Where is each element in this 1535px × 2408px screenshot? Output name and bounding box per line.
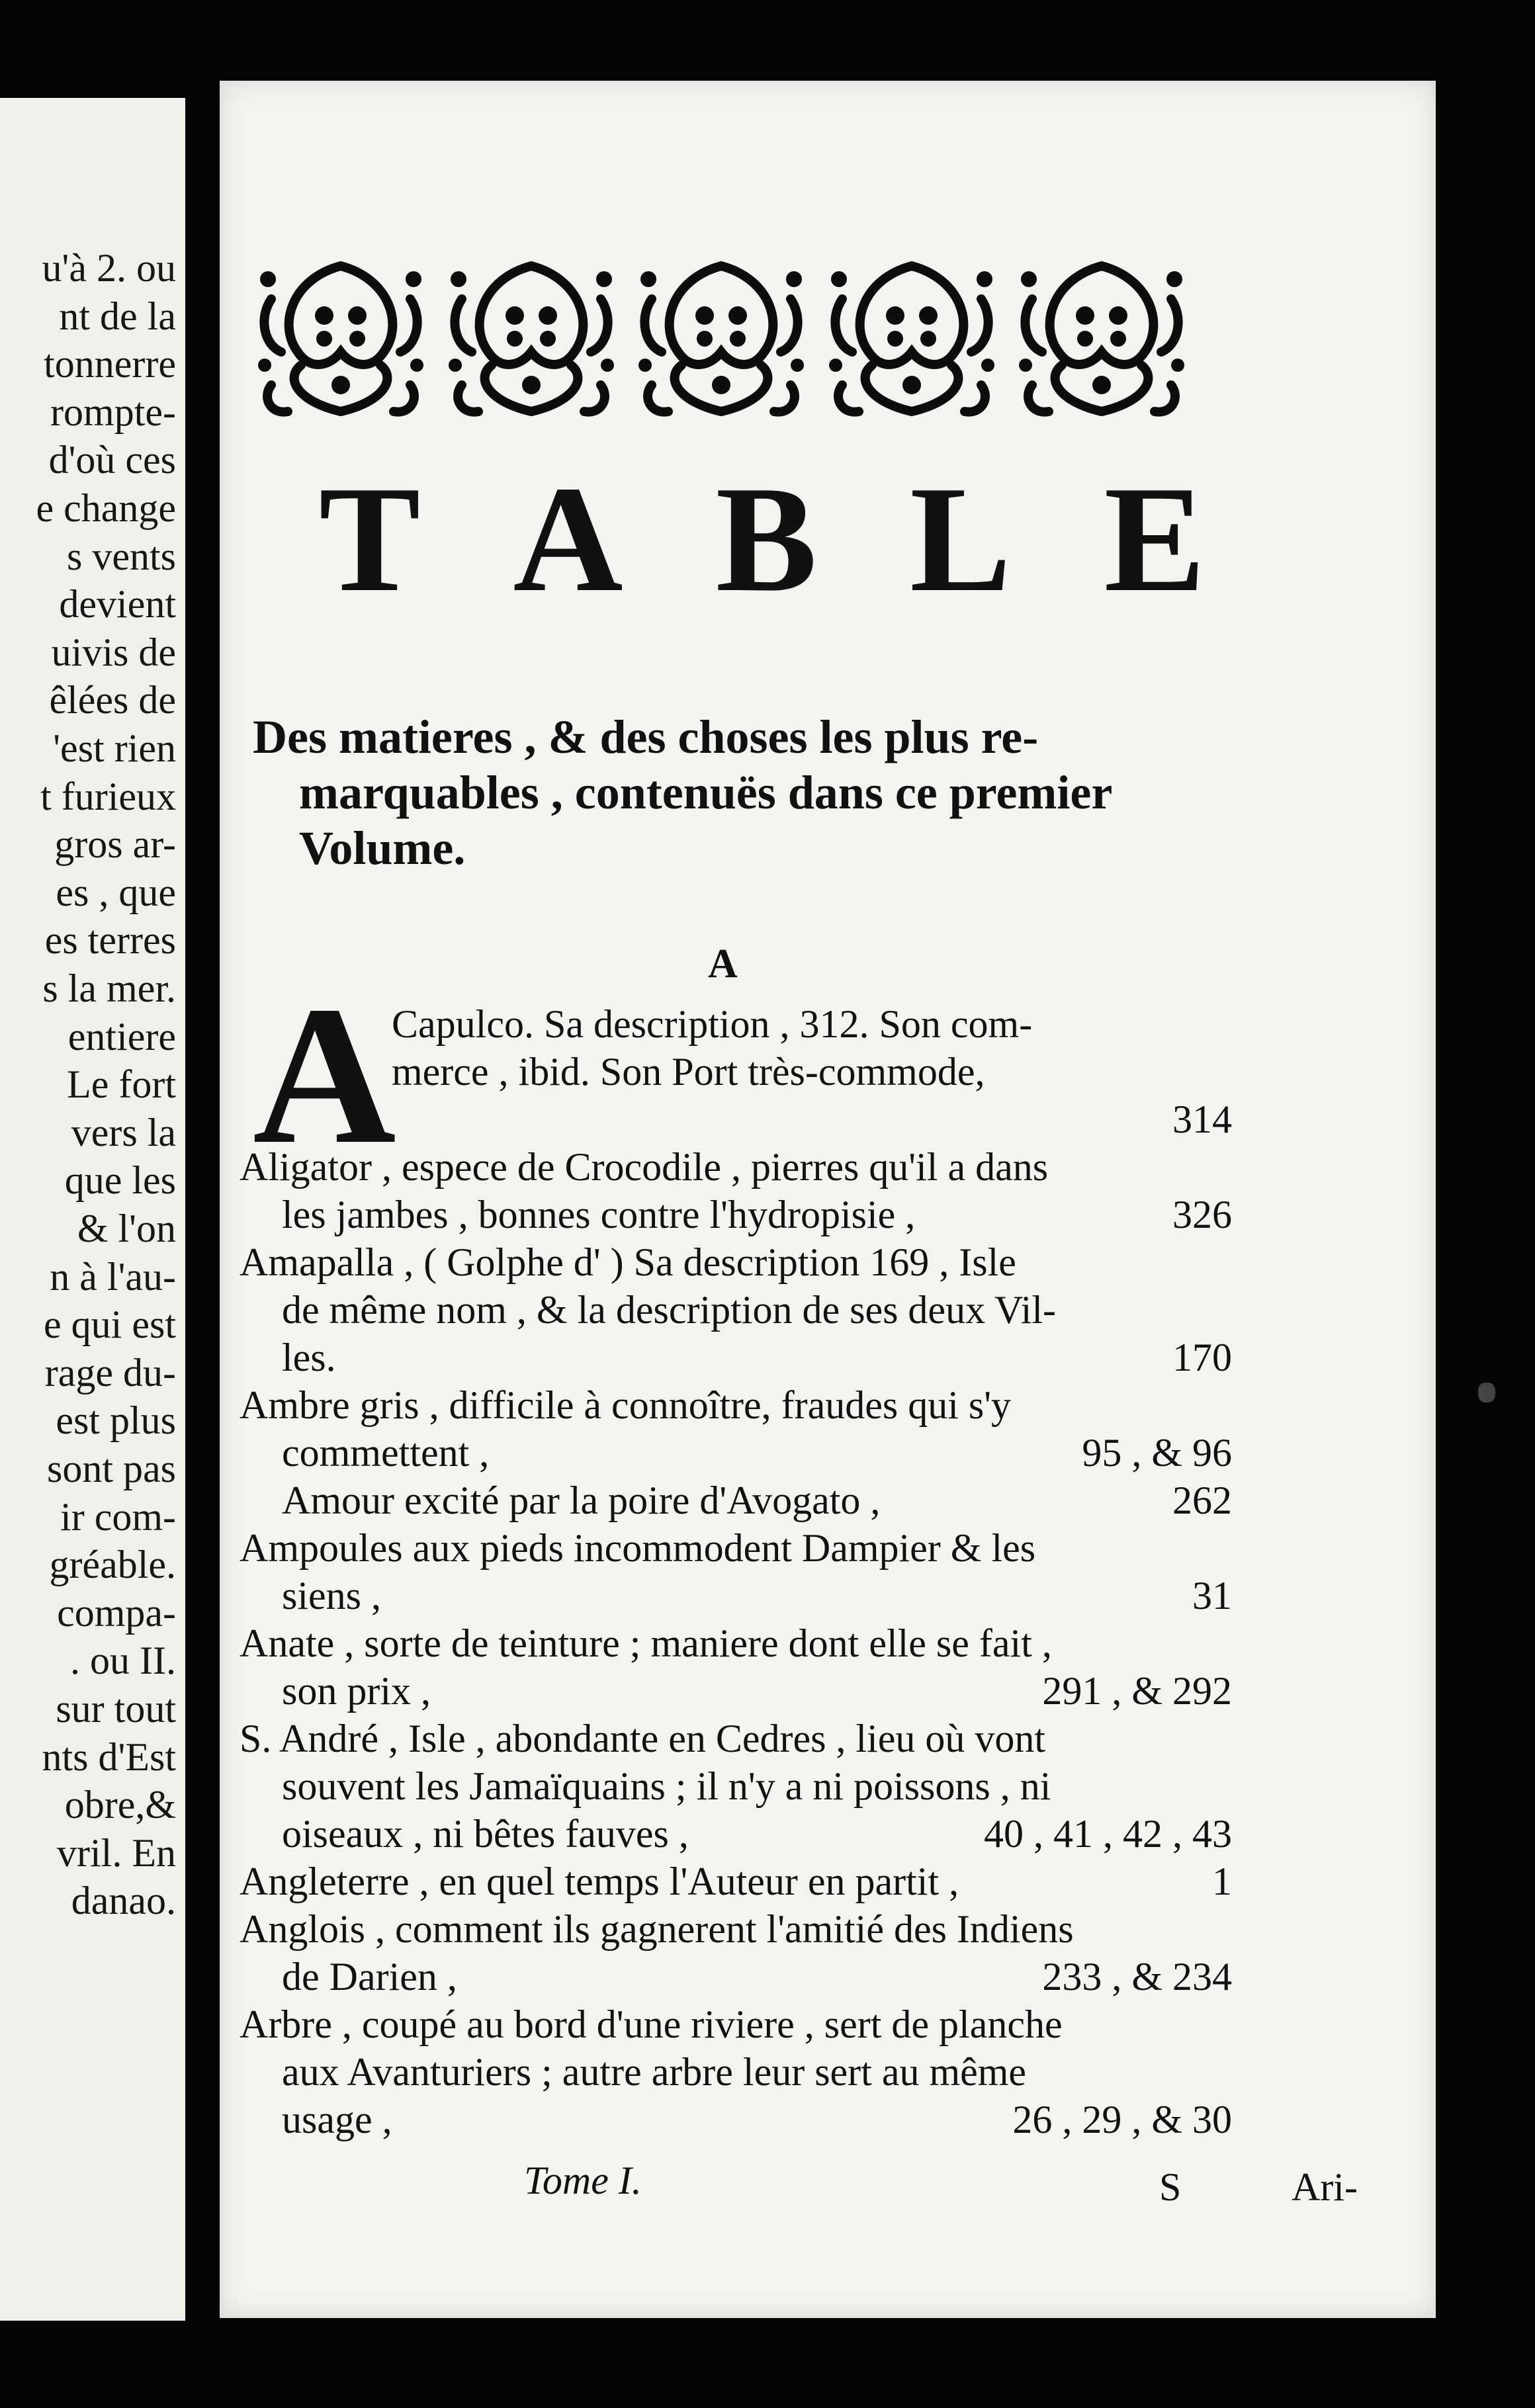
ink-smudge xyxy=(1478,1383,1495,1402)
facing-page-line: vers la xyxy=(71,1110,176,1154)
index-entry-line xyxy=(240,1619,1232,1667)
entry-text: Capulco. Sa description , 312. Son com- xyxy=(392,1002,1033,1046)
entry-text: usage , xyxy=(282,2098,392,2141)
page-reference: 291 , & 292 xyxy=(1042,1669,1232,1713)
page-reference: 31 xyxy=(1192,1574,1232,1617)
floral-ornament-icon xyxy=(822,253,1001,425)
facing-page-line: & l'on xyxy=(77,1207,176,1250)
facing-page-line: danao. xyxy=(71,1879,176,1923)
entry-text: souvent les Jamaïquains ; il n'y a ni poissons , ni xyxy=(282,1764,1051,1808)
index-entry-line xyxy=(240,1905,1232,1953)
facing-page-line: sur tout xyxy=(56,1687,176,1731)
entry-text: les jambes , bonnes contre l'hydropisie , xyxy=(282,1193,916,1236)
index-entry-line xyxy=(240,1477,1232,1524)
facing-page-line: e qui est xyxy=(44,1303,176,1347)
facing-page-line: es , que xyxy=(56,870,176,914)
entry-text: siens , xyxy=(282,1574,381,1617)
title-letter-e: E xyxy=(1104,454,1206,623)
entry-text: commettent , xyxy=(282,1431,490,1475)
entry-text: Ambre gris , difficile à connoître, fraudes qui s'y xyxy=(240,1383,1012,1427)
index-entry-line xyxy=(240,1286,1232,1334)
entry-text: de même nom , & la description de ses deux Vil- xyxy=(282,1288,1057,1332)
index-entry-line xyxy=(240,2000,1232,2048)
entry-text: de Darien , xyxy=(282,1955,457,1999)
entry-text: Ampoules aux pieds incommodent Dampier & les xyxy=(240,1526,1036,1570)
signature-mark: S xyxy=(1159,2165,1182,2209)
index-entry-line xyxy=(240,1429,1232,1477)
index-entry-line xyxy=(240,1143,1232,1191)
facing-page-line: e change xyxy=(36,486,176,530)
facing-page-line: u'à 2. ou xyxy=(42,246,176,290)
entry-text: oiseaux , ni bêtes fauves , xyxy=(282,1812,689,1856)
page-title xyxy=(319,451,1206,626)
facing-page-line: t furieux xyxy=(40,774,176,818)
facing-page-line: rompte- xyxy=(50,390,176,434)
facing-page-line: d'où ces xyxy=(48,438,176,482)
ornament-band xyxy=(251,253,1191,425)
facing-page-fragment xyxy=(0,98,185,2321)
floral-ornament-icon xyxy=(1012,253,1191,425)
page-reference: 26 , 29 , & 30 xyxy=(1012,2098,1232,2141)
index-entry-line xyxy=(240,1191,1232,1238)
index-entry-line xyxy=(240,1238,1232,1286)
title-letter-b: B xyxy=(715,454,818,623)
entry-text: Aligator , espece de Crocodile , pierres qu'il a dans xyxy=(240,1145,1049,1189)
entry-text: aux Avanturiers ; autre arbre leur sert au même xyxy=(282,2050,1027,2094)
entry-text: Amapalla , ( Golphe d' ) Sa description 169 , Isle xyxy=(240,1240,1016,1284)
facing-page-line: Le fort xyxy=(67,1062,176,1107)
subtitle-line: Des matieres , & des choses les plus re- xyxy=(253,710,1039,763)
facing-page-line: que les xyxy=(64,1158,176,1203)
facing-page-line: rage du- xyxy=(44,1350,176,1395)
facing-page-line: nt de la xyxy=(59,294,176,338)
facing-page-line: tonnerre xyxy=(44,342,176,386)
page-subtitle xyxy=(253,709,1239,876)
facing-page-line: gros ar- xyxy=(54,822,176,867)
index-entry-line xyxy=(240,1048,1232,1096)
title-letter-t: T xyxy=(319,454,421,623)
index-entry-line xyxy=(240,2048,1232,2096)
facing-page-line: uivis de xyxy=(51,630,176,674)
page-reference: 1 xyxy=(1212,1860,1232,1903)
entry-text: Amour excité par la poire d'Avogato , xyxy=(282,1479,881,1522)
floral-ornament-icon xyxy=(632,253,811,425)
facing-page-line: . ou II. xyxy=(70,1639,176,1683)
facing-page-line: nts d'Est xyxy=(42,1735,176,1779)
index-entry-line xyxy=(240,1381,1232,1429)
book-page xyxy=(220,81,1436,2318)
entry-text: Anglois , comment ils gagnerent l'amitié des Indiens xyxy=(240,1907,1074,1951)
entry-text: S. André , Isle , abondante en Cedres , lieu où vont xyxy=(240,1717,1046,1760)
facing-page-line: sont pas xyxy=(47,1447,176,1490)
page-reference: 262 xyxy=(1172,1479,1232,1522)
index-entry-line xyxy=(240,1667,1232,1715)
page-reference: 326 xyxy=(1172,1193,1232,1236)
entry-text: les. xyxy=(282,1336,336,1379)
facing-page-line: ir com- xyxy=(60,1494,176,1539)
index-entry-line xyxy=(240,1572,1232,1619)
facing-page-line: es terres xyxy=(44,918,176,963)
facing-page-line: entiere xyxy=(67,1014,176,1058)
page-reference: 40 , 41 , 42 , 43 xyxy=(984,1812,1232,1856)
index-entries xyxy=(240,1000,1232,2143)
subtitle-line: Volume. xyxy=(299,822,466,875)
section-heading: A xyxy=(708,941,738,986)
facing-page-line: s la mer. xyxy=(42,967,176,1010)
drop-cap: A xyxy=(253,965,396,1185)
index-entry-line xyxy=(240,2096,1232,2143)
index-entry-line xyxy=(240,1715,1232,1762)
page-reference: 95 , & 96 xyxy=(1082,1431,1232,1475)
page-footer xyxy=(220,2158,1358,2211)
title-letter-l: L xyxy=(910,454,1012,623)
facing-page-line: s vents xyxy=(67,534,176,578)
index-entry-line xyxy=(240,1762,1232,1810)
floral-ornament-icon xyxy=(251,253,430,425)
facing-page-line: compa- xyxy=(57,1590,176,1635)
catchword: Ari- xyxy=(1292,2165,1358,2209)
entry-text: son prix , xyxy=(282,1669,431,1713)
index-entry-line xyxy=(240,1096,1232,1143)
facing-page-line: obre,& xyxy=(64,1783,176,1827)
index-entry-line xyxy=(240,1953,1232,2000)
entry-text: Anate , sorte de teinture ; maniere dont elle se fait , xyxy=(240,1621,1052,1665)
index-entry-line xyxy=(240,1858,1232,1905)
index-entry-line xyxy=(240,1524,1232,1572)
facing-page-line: 'est rien xyxy=(53,726,176,770)
page-reference: 314 xyxy=(1172,1097,1232,1141)
entry-text: Arbre , coupé au bord d'une riviere , sert de planche xyxy=(240,2002,1063,2046)
entry-text: merce , ibid. Son Port très-commode, xyxy=(392,1050,985,1094)
facing-page-line: gréable. xyxy=(49,1543,176,1587)
index-entry-line xyxy=(240,1810,1232,1858)
subtitle-line: marquables , contenuës dans ce premier xyxy=(299,766,1113,819)
volume-label: Tome I. xyxy=(524,2159,642,2202)
facing-page-line: devient xyxy=(59,582,176,626)
page-reference: 170 xyxy=(1172,1336,1232,1379)
page-reference: 233 , & 234 xyxy=(1042,1955,1232,1999)
floral-ornament-icon xyxy=(442,253,621,425)
facing-page-line: n à l'au- xyxy=(50,1254,176,1299)
title-letter-a: A xyxy=(513,454,623,623)
index-entry-line xyxy=(240,1334,1232,1381)
facing-page-line: êlées de xyxy=(49,678,176,722)
index-entry-line xyxy=(240,1000,1232,1048)
facing-page-line: vril. En xyxy=(57,1830,176,1875)
entry-text: Angleterre , en quel temps l'Auteur en partit , xyxy=(240,1860,959,1903)
facing-page-line: est plus xyxy=(56,1398,176,1443)
